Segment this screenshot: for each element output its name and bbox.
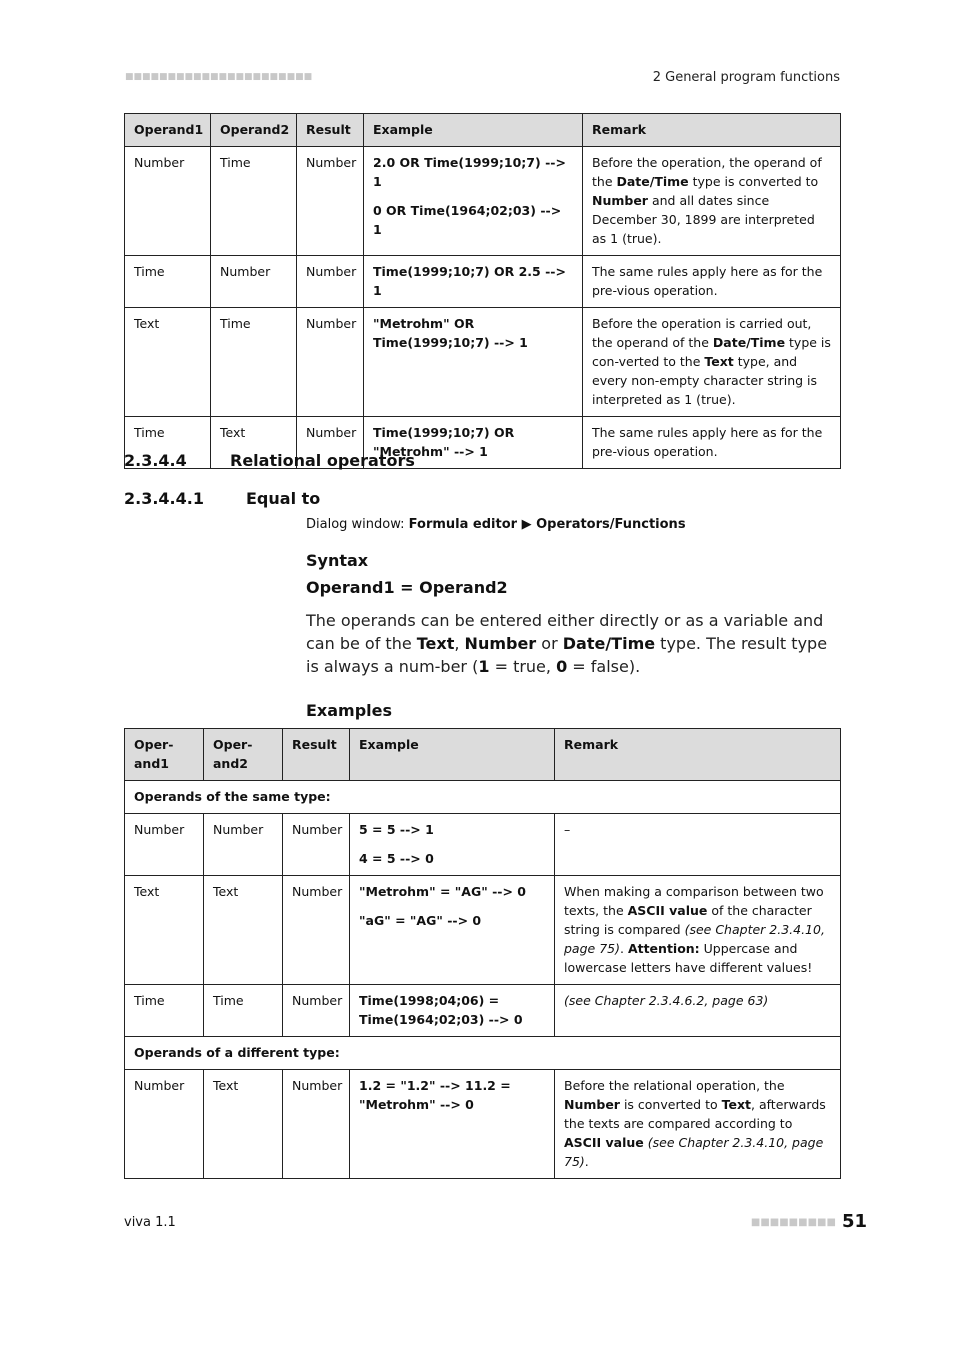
emphasis-text: Date/Time: [712, 335, 786, 350]
example-expression: 2.0 OR Time(1999;10;7) --> 1: [373, 155, 566, 189]
example-expression: 4 = 5 --> 0: [359, 851, 434, 866]
footer-page: [751, 1211, 867, 1232]
emphasis-text: ASCII value: [564, 1135, 644, 1150]
cell-example: [350, 814, 555, 876]
footer-decoration: ■■■■■■■■■: [750, 1216, 836, 1228]
example-expression: 5 = 5 --> 1: [359, 822, 434, 837]
footer-product: viva 1.1: [124, 1215, 176, 1230]
header-result: Result: [283, 729, 350, 781]
cell-remark: The same rules apply here as for the pre-vious operation.: [583, 417, 841, 469]
table-row: [125, 876, 841, 985]
table-row: [125, 985, 841, 1037]
chapter-title: 2 General program functions: [652, 70, 840, 85]
cell-result: Number: [283, 1070, 350, 1179]
examples-heading: Examples: [306, 701, 393, 720]
header-operand1: Oper-and1: [125, 729, 204, 781]
dialog-path-value: Formula editor ▶ Operators/Functions: [408, 517, 686, 532]
cell-remark: When making a comparison between two texts, the ASCII value of the character string is compared (see Chapter 2.3.4.10, page 75). Attention: Uppercase and lowercase letters have different values!: [555, 876, 841, 985]
emphasis-text: 0: [556, 657, 568, 676]
table-row: [125, 1070, 841, 1179]
example-expression: 1.2 = "1.2" --> 11.2 = "Metrohm" --> 0: [359, 1078, 511, 1112]
cell-operand2: Text: [204, 1070, 283, 1179]
table-section-row: [125, 781, 841, 814]
example-expression: "Metrohm" = "AG" --> 0: [359, 884, 526, 899]
cell-operand1: Text: [125, 308, 211, 417]
table-header-row: [125, 729, 841, 781]
section-label: Operands of a different type:: [125, 1037, 841, 1070]
cell-operand2: Number: [211, 256, 297, 308]
header-operand1: Operand1: [125, 114, 211, 147]
emphasis-text: 1: [478, 657, 490, 676]
emphasis-text: Text: [704, 354, 734, 369]
cell-remark: –: [555, 814, 841, 876]
cross-reference: (see Chapter 2.3.4.10, page 75): [564, 1135, 824, 1169]
table-row: [125, 308, 841, 417]
emphasis-text: Number: [592, 193, 648, 208]
emphasis-text: Attention:: [627, 941, 700, 956]
cell-operand1: Number: [125, 814, 204, 876]
logical-operators-table: [124, 113, 841, 469]
table-row: [125, 256, 841, 308]
syntax-heading: Syntax: [306, 551, 369, 570]
cell-result: Number: [297, 256, 364, 308]
cell-example: [350, 1070, 555, 1179]
cell-example: [364, 256, 583, 308]
emphasis-text: Text: [416, 634, 455, 653]
table-section-row: [125, 1037, 841, 1070]
cell-operand1: Text: [125, 876, 204, 985]
cell-operand2: Time: [211, 308, 297, 417]
cell-remark: Before the operation, the operand of the Date/Time type is converted to Number and all dates since December 30, 1899 are interpreted as 1 (true).: [583, 147, 841, 256]
header-operand2: Operand2: [211, 114, 297, 147]
emphasis-text: Number: [464, 634, 537, 653]
emphasis-text: ASCII value: [627, 903, 708, 918]
subsection-title: Equal to: [246, 489, 321, 508]
section-label: Operands of the same type:: [125, 781, 841, 814]
emphasis-text: Text: [721, 1097, 751, 1112]
header-decoration: ■■■■■■■■■■■■■■■■■■■■■■: [125, 72, 313, 82]
cell-remark: [555, 985, 841, 1037]
section-number: 2.3.4.4: [124, 451, 187, 470]
table-row: [125, 147, 841, 256]
cell-result: Number: [297, 147, 364, 256]
cell-result: Number: [297, 417, 364, 469]
header-example: Example: [364, 114, 583, 147]
cell-example: [350, 876, 555, 985]
cell-example: [350, 985, 555, 1037]
table-row: [125, 814, 841, 876]
example-expression: Time(1998;04;06) = Time(1964;02;03) --> 0: [359, 993, 523, 1027]
cross-reference: (see Chapter 2.3.4.6.2, page 63): [564, 993, 769, 1008]
section-title: Relational operators: [230, 451, 415, 470]
header-remark: Remark: [583, 114, 841, 147]
header-remark: Remark: [555, 729, 841, 781]
cell-remark: Before the relational operation, the Number is converted to Text, afterwards the texts are compared according to ASCII value (see Chapter 2.3.4.10, page 75).: [555, 1070, 841, 1179]
example-expression: 0 OR Time(1964;02;03) --> 1: [373, 203, 562, 237]
cell-operand1: Time: [125, 417, 211, 469]
cell-operand1: Time: [125, 256, 211, 308]
cell-result: Number: [283, 814, 350, 876]
example-expression: Time(1999;10;7) OR 2.5 --> 1: [373, 264, 566, 298]
cell-result: Number: [297, 308, 364, 417]
cell-remark: The same rules apply here as for the pre-vious operation.: [583, 256, 841, 308]
cell-operand2: Text: [204, 876, 283, 985]
cell-operand2: Text: [211, 417, 297, 469]
syntax-formula: Operand1 = Operand2: [306, 578, 508, 597]
table-header-row: [125, 114, 841, 147]
cross-reference: (see Chapter 2.3.4.10, page 75): [564, 922, 825, 956]
section-heading-equal: [124, 489, 320, 508]
cell-operand2: Time: [211, 147, 297, 256]
cell-operand1: Number: [125, 147, 211, 256]
example-expression: "Metrohm" OR Time(1999;10;7) --> 1: [373, 316, 528, 350]
emphasis-text: Date/Time: [616, 174, 689, 189]
header-result: Result: [297, 114, 364, 147]
dialog-path: Dialog window: Formula editor ▶ Operators/Functions: [306, 517, 686, 532]
cell-operand2: Number: [204, 814, 283, 876]
subsection-number: 2.3.4.4.1: [124, 489, 204, 508]
section-heading-relational: [124, 451, 415, 470]
description-paragraph: The operands can be entered either directly or as a variable and can be of the Text, Number or Date/Time type. The result type is always a num-ber (1 = true, 0 = false).: [306, 611, 828, 676]
example-expression: "aG" = "AG" --> 0: [359, 913, 482, 928]
cell-result: Number: [283, 985, 350, 1037]
header-operand2: Oper-and2: [204, 729, 283, 781]
equal-to-examples-table: [124, 728, 841, 1179]
cell-example: [364, 147, 583, 256]
emphasis-text: Date/Time: [562, 634, 656, 653]
cell-operand1: Number: [125, 1070, 204, 1179]
cell-result: Number: [283, 876, 350, 985]
cell-example: [364, 308, 583, 417]
cell-remark: Before the operation is carried out, the operand of the Date/Time type is con-verted to the Text type, and every non-empty character string is interpreted as 1 (true).: [583, 308, 841, 417]
header-example: Example: [350, 729, 555, 781]
example-expression: Time(1999;10;7) OR "Metrohm" --> 1: [373, 425, 515, 459]
cell-operand2: Time: [204, 985, 283, 1037]
emphasis-text: Number: [564, 1097, 620, 1112]
cell-operand1: Time: [125, 985, 204, 1037]
page-number: 51: [841, 1211, 867, 1232]
